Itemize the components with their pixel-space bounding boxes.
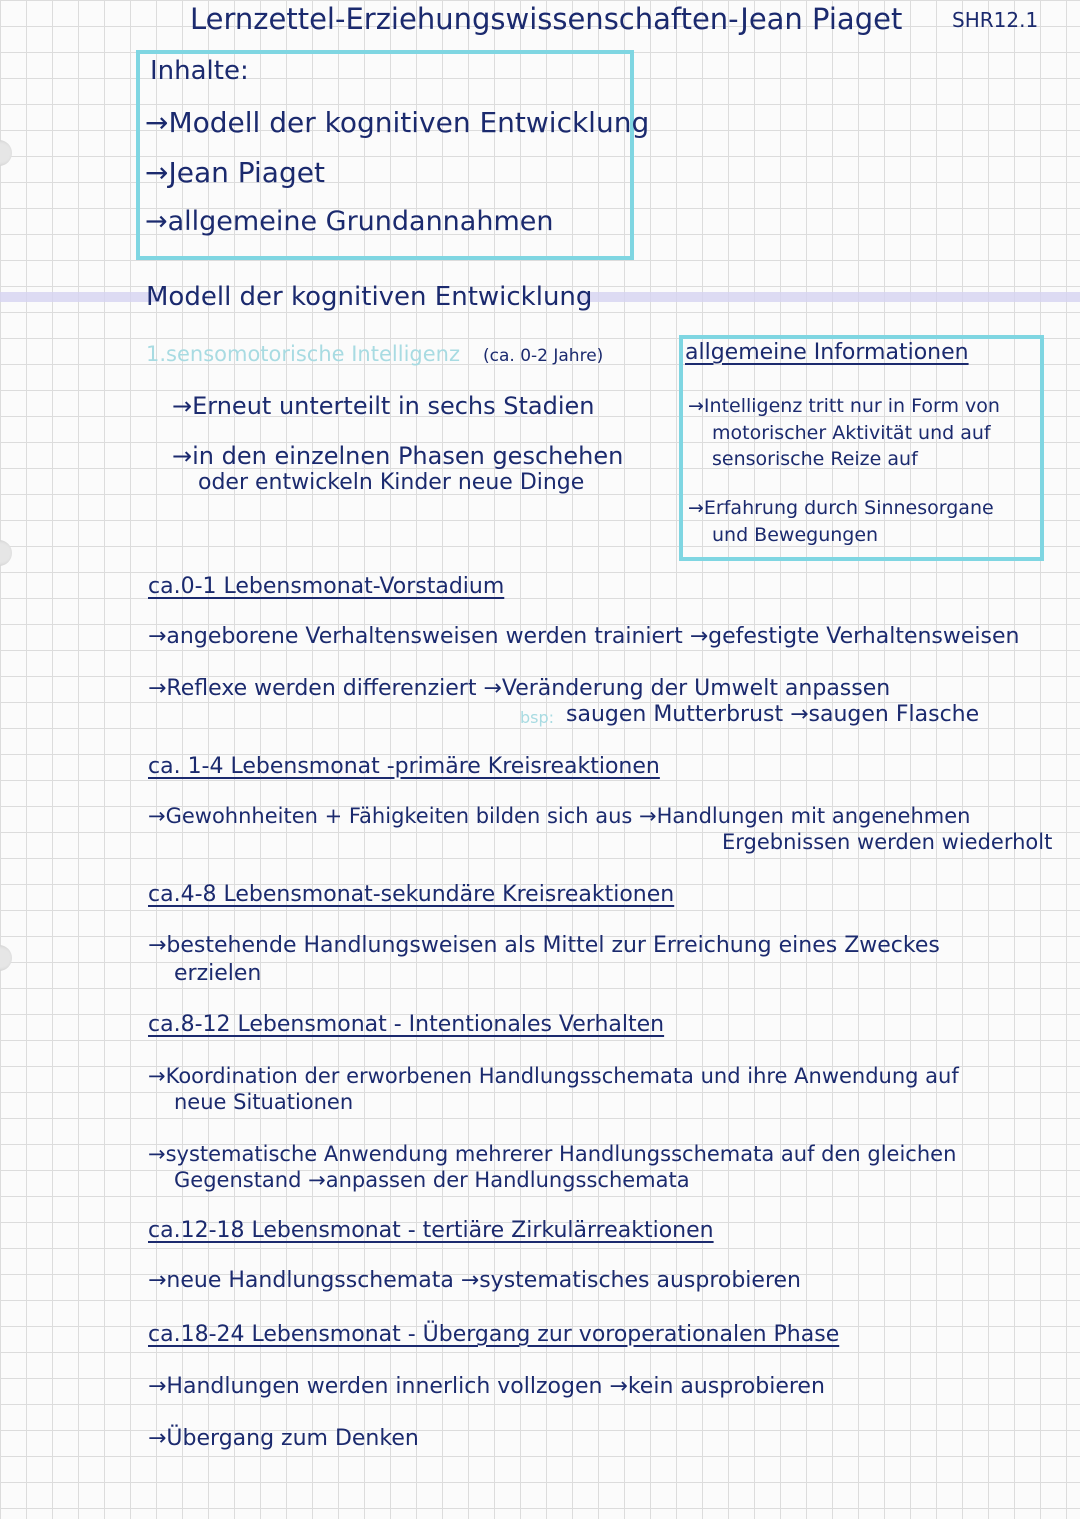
stage-line: →systematische Anwendung mehrerer Handlungsschemata auf den gleichen	[148, 1142, 957, 1166]
stage-age: (ca. 0-2 Jahre)	[483, 346, 604, 366]
stage-line: neue Situationen	[174, 1090, 354, 1114]
info-line: sensorische Reize auf	[712, 448, 918, 470]
stage-heading: ca.4-8 Lebensmonat-sekundäre Kreisreaktionen	[148, 882, 675, 907]
contents-item: →allgemeine Grundannahmen	[145, 206, 554, 237]
stage-heading: ca.12-18 Lebensmonat - tertiäre Zirkulärreaktionen	[148, 1218, 714, 1243]
binder-hole	[0, 540, 12, 566]
stage-line: →angeborene Verhaltensweisen werden trainiert →gefestigte Verhaltensweisen	[148, 624, 1020, 649]
highlight-stripe	[580, 292, 1080, 302]
stage-line: erzielen	[174, 961, 262, 986]
stage-heading: ca.8-12 Lebensmonat - Intentionales Verhalten	[148, 1012, 665, 1037]
stage-heading: ca.18-24 Lebensmonat - Übergang zur voroperationalen Phase	[148, 1322, 840, 1347]
stage-heading: ca. 1-4 Lebensmonat -primäre Kreisreaktionen	[148, 754, 660, 779]
stage-label: 1.sensomotorische Intelligenz	[146, 342, 460, 366]
highlight-stripe	[0, 292, 160, 302]
page-title: Lernzettel-Erziehungswissenschaften-Jean Piaget	[190, 2, 903, 36]
example-label: bsp:	[520, 708, 555, 727]
info-line: →Erfahrung durch Sinnesorgane	[688, 497, 994, 519]
stage-line: →Reflexe werden differenziert →Veränderung der Umwelt anpassen	[148, 676, 891, 701]
stage-note: →in den einzelnen Phasen geschehen	[172, 442, 624, 470]
stage-line: →Übergang zum Denken	[148, 1426, 419, 1451]
stage-line: →Koordination der erworbenen Handlungsschemata und ihre Anwendung auf	[148, 1064, 959, 1088]
info-box-title: allgemeine Informationen	[685, 340, 969, 365]
stage-note: →Erneut unterteilt in sechs Stadien	[172, 392, 595, 420]
stage-line: →neue Handlungsschemata →systematisches ausprobieren	[148, 1268, 801, 1293]
section-title: Modell der kognitiven Entwicklung	[146, 282, 593, 312]
info-line: motorischer Aktivität und auf	[712, 422, 991, 444]
stage-line: Gegenstand →anpassen der Handlungsschemata	[174, 1168, 690, 1192]
example-text: saugen Mutterbrust →saugen Flasche	[566, 702, 980, 727]
binder-hole	[0, 945, 12, 971]
binder-hole	[0, 140, 12, 166]
contents-item: →Modell der kognitiven Entwicklung	[145, 106, 650, 139]
stage-note: oder entwickeln Kinder neue Dinge	[198, 470, 585, 495]
info-line: →Intelligenz tritt nur in Form von	[688, 395, 1000, 417]
info-line: und Bewegungen	[712, 524, 879, 546]
stage-heading: ca.0-1 Lebensmonat-Vorstadium	[148, 574, 505, 599]
stage-line: →Gewohnheiten + Fähigkeiten bilden sich aus →Handlungen mit angenehmen	[148, 804, 971, 828]
stage-line: →bestehende Handlungsweisen als Mittel zur Erreichung eines Zweckes	[148, 933, 940, 958]
contents-item: →Jean Piaget	[145, 156, 325, 189]
contents-heading: Inhalte:	[150, 56, 249, 86]
stage-line: Ergebnissen werden wiederholt	[722, 830, 1053, 854]
stage-line: →Handlungen werden innerlich vollzogen →kein ausprobieren	[148, 1374, 825, 1399]
course-code: SHR12.1	[952, 8, 1039, 32]
